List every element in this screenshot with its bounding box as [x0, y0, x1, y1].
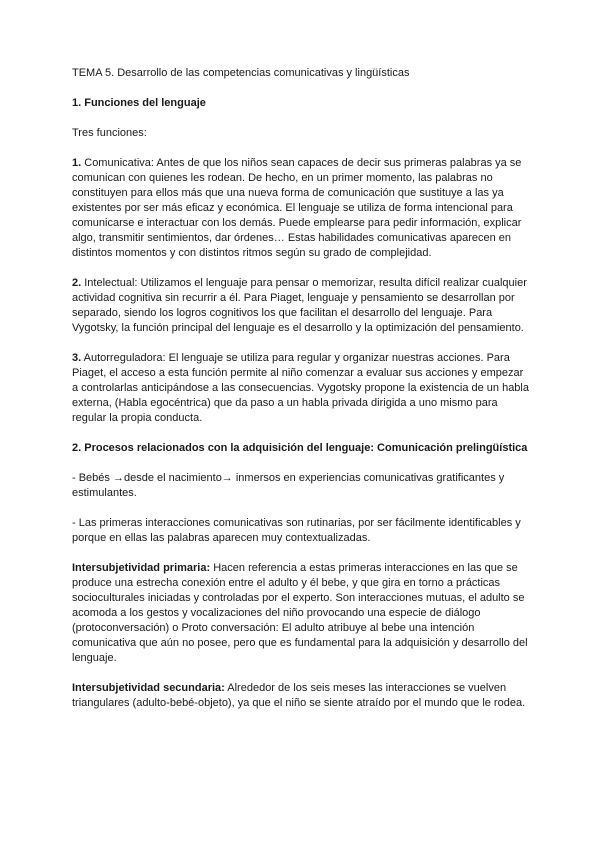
term-definition: Alrededor de los seis meses las interacciones se vuelven triangulares (adulto-bebé-objeto), ya que el niño se siente atraído por el mundo que le rodea.: [72, 682, 526, 709]
function-text: Intelectual: Utilizamos el lenguaje para pensar o memorizar, resulta difícil realizar cualquier actividad cognitiva sin recurrir a él. Para Piaget, lenguaje y pensamiento se desarrollan por separado, siendo los logros cognitivos los que facilitan el desarrollo del lenguaje. Para Vygotsky, la función principal del lenguaje es el desarrollo y la optimización del pensamiento.: [72, 277, 527, 334]
document-page: [72, 66, 532, 726]
function-paragraph-autorreguladora: [72, 351, 532, 426]
term-label: Intersubjetividad primaria:: [72, 562, 211, 574]
term-definition: Hacen referencia a estas primeras interacciones en las que se produce una estrecha conexión entre el adulto y él bebe, y que gira en torno a prácticas socioculturales iniciadas y controladas por el experto. Son interacciones mutuas, el adulto se acomoda a los gestos y vocalizaciones del niño provocando una especie de diálogo (protoconversación) o Proto conversación: El adulto atribuye al bebe una intención comunicativa que aún no posee, pero que es fundamental para la adquisición y desarrollo del lenguaje.: [72, 562, 528, 664]
function-number: 1.: [72, 157, 82, 169]
document-title: TEMA 5. Desarrollo de las competencias comunicativas y lingüísticas: [72, 67, 410, 79]
intro-text: Tres funciones:: [72, 127, 147, 139]
paragraph-intersubjetividad-secundaria: [72, 681, 532, 711]
bullet-item: - Las primeras interacciones comunicativas son rutinarias, por ser fácilmente identificables y porque en ellas las palabras aparecen muy contextualizadas.: [72, 517, 521, 544]
function-paragraph-comunicativa: [72, 156, 532, 261]
paragraph-intersubjetividad-primaria: [72, 561, 532, 666]
function-number: 2.: [72, 277, 82, 289]
function-text: Comunicativa: Antes de que los niños sean capaces de decir sus primeras palabras ya se comunican con quienes les rodean. De hecho, en un primer momento, las palabras no constituyen para ellos más que una nueva forma de comunicación que sustituye a las ya existentes por ser más eficaz y económica. El lenguaje se utiliza de forma intencional para comunicarse e interactuar con los demás. Puede emplearse para pedir información, explicar algo, transmitir sentimientos, dar órdenes… Estas habilidades comunicativas aparecen en distintos momentos y con distintos ritmos según su grado de complejidad.: [72, 157, 522, 259]
section-heading-funciones: 1. Funciones del lenguaje: [72, 97, 206, 109]
function-number: 3.: [72, 352, 82, 364]
function-paragraph-intelectual: [72, 276, 532, 336]
section-heading-procesos: 2. Procesos relacionados con la adquisición del lenguaje: Comunicación prelingüística: [72, 442, 528, 454]
function-text: Autorreguladora: El lenguaje se utiliza para regular y organizar nuestras acciones. Para Piaget, el acceso a esta función permite al niño comenzar a evaluar sus acciones y empezar a controlarlas anticipándose a las consecuencias. Vygotsky propone la existencia de un habla externa, (Habla egocéntrica) que da paso a un habla privada dirigida a uno mismo para regular la propia conducta.: [72, 352, 529, 424]
bullet-item: - Bebés →desde el nacimiento→ inmersos en experiencias comunicativas gratificantes y estimulantes.: [72, 472, 505, 499]
term-label: Intersubjetividad secundaria:: [72, 682, 225, 694]
